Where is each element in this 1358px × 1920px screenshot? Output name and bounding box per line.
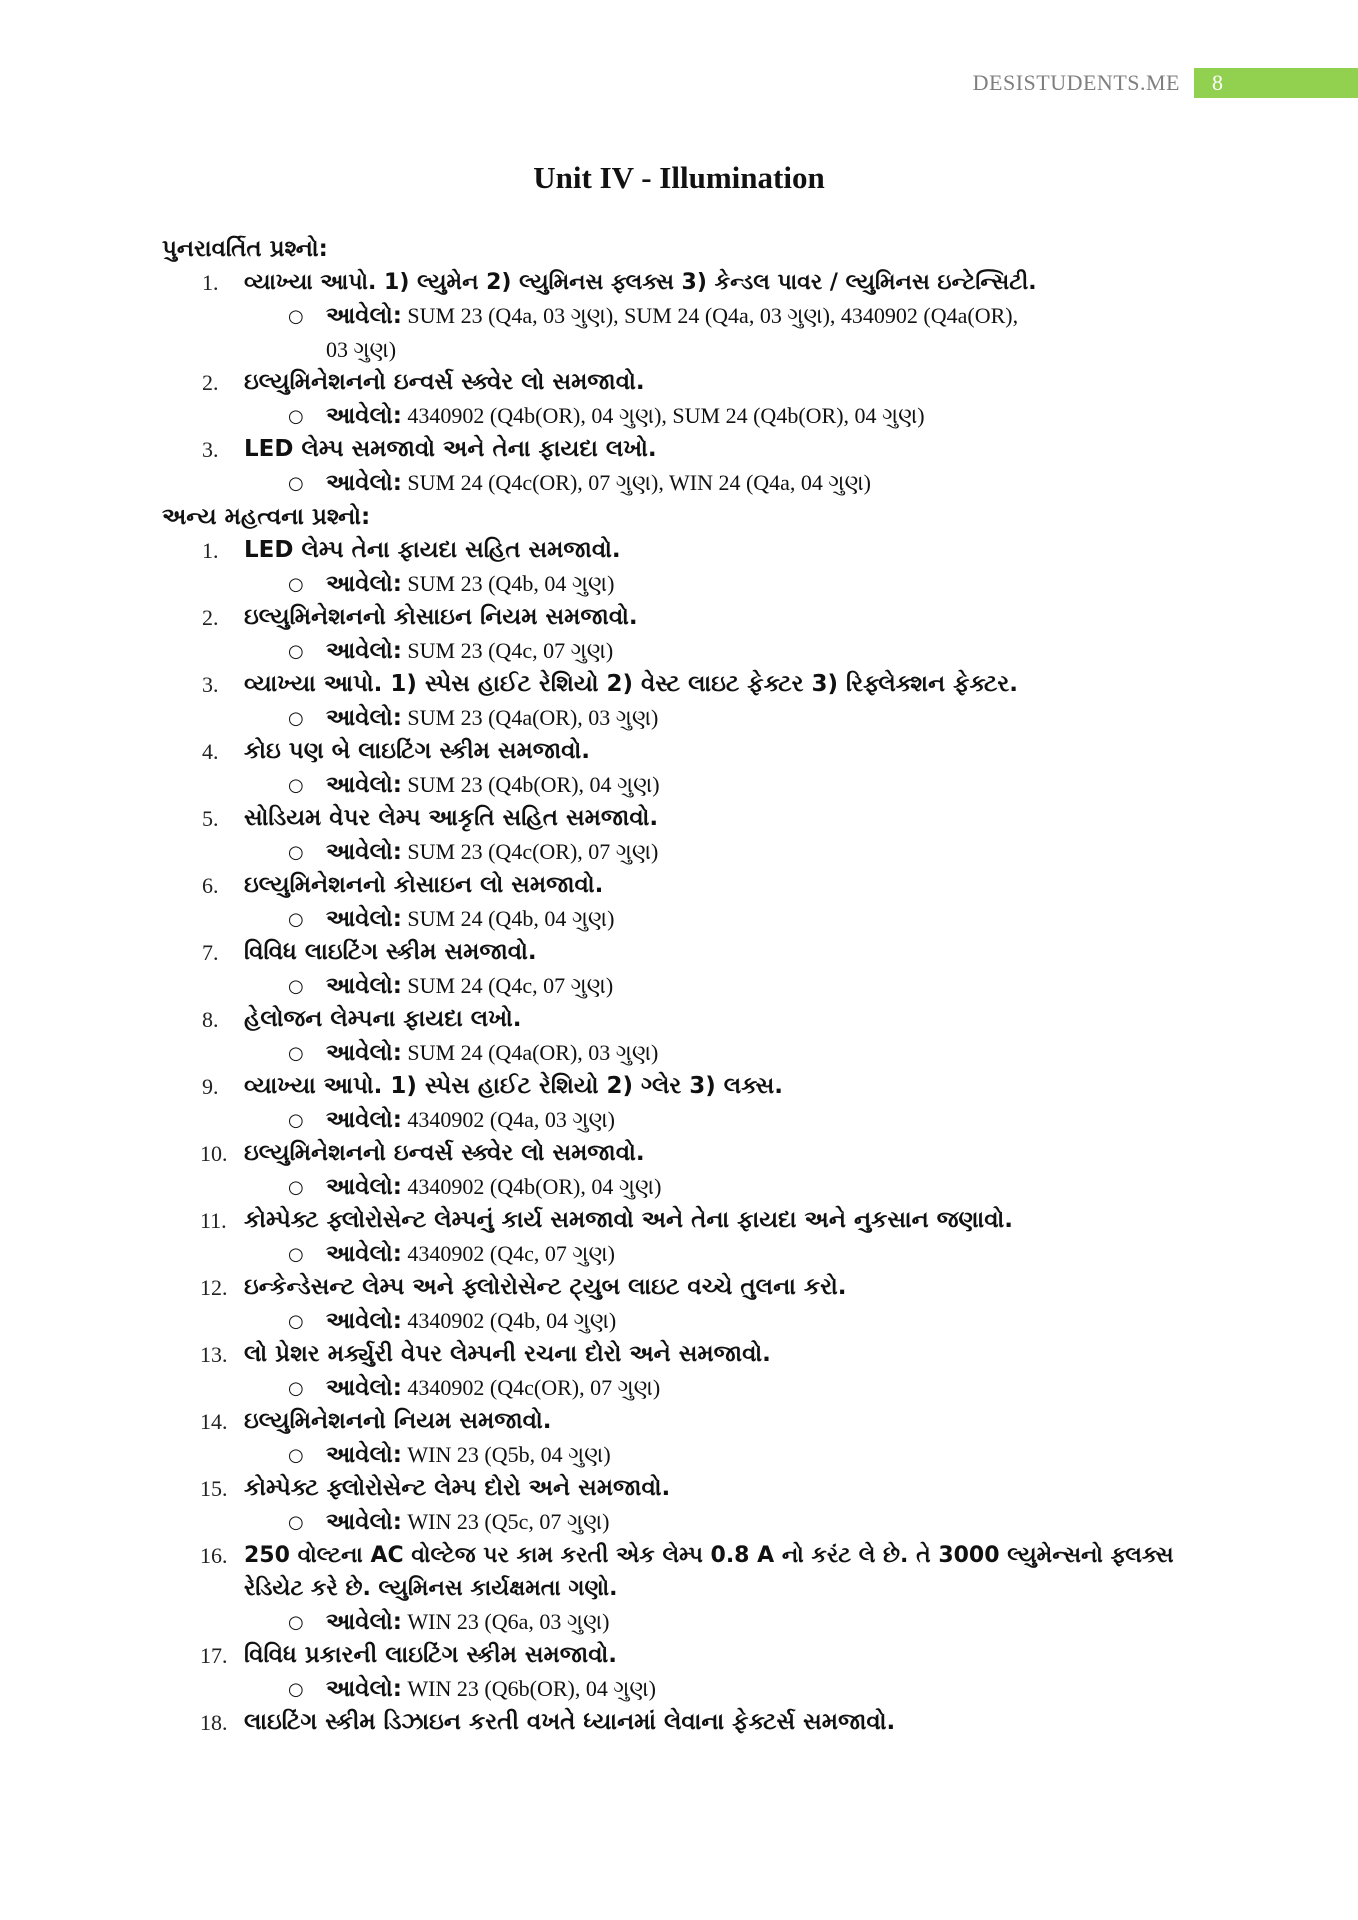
source-text: WIN 23 (Q6b(OR), 04 ગુણ) [407,1676,656,1701]
question-item [162,1137,1222,1170]
circle-bullet-icon: ○ [288,708,304,729]
question-source [162,835,1222,869]
question-item [162,1070,1222,1103]
question-text: લાઇટિંગ સ્કીમ ડિઝાઇન કરતી વખતે ધ્યાનમાં લેવાના ફેક્ટર્સ સમજાવો. [244,1709,896,1735]
question-item [162,601,1222,634]
question-text: ઇલ્યુમિનેશનનો ઇન્વર્સ સ્ક્વેર લો સમજાવો. [244,369,645,395]
source-label: આવેલો: [326,1676,402,1702]
circle-bullet-icon: ○ [288,574,304,595]
source-label: આવેલો: [326,772,402,798]
question-text: વિવિધ લાઇટિંગ સ્કીમ સમજાવો. [244,939,537,965]
question-text: લો પ્રેશર મર્ક્યુરી વેપર લેમ્પની રચના દોરો અને સમજાવો. [244,1341,771,1367]
question-text: ઇલ્યુમિનેશનનો નિયમ સમજાવો. [244,1408,552,1434]
question-source [162,1672,1222,1706]
source-label: આવેલો: [326,705,402,731]
question-source [162,1170,1222,1204]
source-text: SUM 23 (Q4a(OR), 03 ગુણ) [407,705,659,730]
question-text: વ્યાખ્યા આપો. 1) સ્પેસ હાઈટ રેશિયો 2) ગ્લેર 3) લક્સ. [244,1073,784,1099]
question-item [162,266,1222,299]
question-source [162,1605,1222,1639]
circle-bullet-icon: ○ [288,1110,304,1131]
source-text: SUM 23 (Q4b(OR), 04 ગુણ) [407,772,660,797]
source-label: આવેલો: [326,1442,402,1468]
question-text: વ્યાખ્યા આપો. 1) લ્યુમેન 2) લ્યુમિનસ ફ્લક્સ 3) કેન્ડલ પાવર / લ્યુમિનસ ઇન્ટેન્સિટી. [244,270,1037,295]
question-number: 14. [200,1409,228,1434]
question-source [162,567,1222,601]
question-item [162,1338,1222,1371]
question-source [162,1371,1222,1405]
circle-bullet-icon: ○ [288,406,304,427]
source-label: આવેલો: [326,1308,402,1334]
question-text: કોમ્પેક્ટ ફ્લોરોસેન્ટ લેમ્પ દોરો અને સમજાવો. [244,1475,671,1501]
question-source [162,701,1222,735]
source-text: SUM 24 (Q4c(OR), 07 ગુણ), WIN 24 (Q4a, 04 ગુણ) [407,470,871,495]
circle-bullet-icon: ○ [288,1512,304,1533]
question-number: 13. [200,1342,228,1367]
question-item [162,1003,1222,1036]
circle-bullet-icon: ○ [288,306,304,327]
question-number: 17. [200,1643,228,1668]
site-name: DESISTUDENTS.ME [972,70,1180,95]
question-item [162,1271,1222,1304]
question-source [162,1103,1222,1137]
question-source [162,1036,1222,1070]
source-text: SUM 23 (Q4c(OR), 07 ગુણ) [407,839,659,864]
circle-bullet-icon: ○ [288,1244,304,1265]
question-text: LED લેમ્પ તેના ફાયદા સહિત સમજાવો. [244,537,621,563]
source-label: આવેલો: [326,403,402,429]
question-number: 10. [200,1141,228,1166]
source-text: 4340902 (Q4b, 04 ગુણ) [407,1308,617,1333]
question-item [162,1639,1222,1672]
source-text: SUM 24 (Q4a(OR), 03 ગુણ) [407,1040,659,1065]
source-label: આવેલો: [326,470,402,496]
question-number: 11. [200,1208,227,1233]
circle-bullet-icon: ○ [288,842,304,863]
circle-bullet-icon: ○ [288,1177,304,1198]
source-label: આવેલો: [326,1609,402,1635]
question-item [162,366,1222,399]
source-label: આવેલો: [326,1107,402,1133]
source-label: આવેલો: [326,906,402,932]
section-heading: પુનરાવર્તિત પ્રશ્નો: [162,236,328,262]
question-source [162,1304,1222,1338]
question-item [162,869,1222,902]
source-text: SUM 24 (Q4b, 04 ગુણ) [407,906,615,931]
question-text: LED લેમ્પ સમજાવો અને તેના ફાયદા લખો. [244,436,657,462]
circle-bullet-icon: ○ [288,1378,304,1399]
circle-bullet-icon: ○ [288,909,304,930]
source-text: SUM 23 (Q4c, 07 ગુણ) [407,638,614,663]
question-text: કોઇ પણ બે લાઇટિંગ સ્કીમ સમજાવો. [244,738,591,764]
question-item [162,1405,1222,1438]
question-number: 7. [202,940,219,965]
question-number: 2. [202,370,219,395]
question-number: 18. [200,1710,228,1735]
question-number: 4. [202,739,219,764]
question-text: હેલોજન લેમ્પના ફાયદા લખો. [244,1006,522,1032]
question-text: વ્યાખ્યા આપો. 1) સ્પેસ હાઈટ રેશિયો 2) વેસ્ટ લાઇટ ફેક્ટર 3) રિફ્લેક્શન ફેક્ટર. [244,671,1019,697]
question-item [162,1706,1222,1739]
question-text: ઇન્કેન્ડેસન્ટ લેમ્પ અને ફ્લોરોસેન્ટ ટ્યુબ લાઇટ વચ્ચે તુલના કરો. [244,1274,847,1300]
question-number: 2. [202,605,219,630]
question-text: ઇલ્યુમિનેશનનો ઇન્વર્સ સ્ક્વેર લો સમજાવો. [244,1140,645,1166]
question-source [162,1505,1222,1539]
question-item [162,1472,1222,1505]
circle-bullet-icon: ○ [288,1445,304,1466]
content [162,232,1222,1739]
circle-bullet-icon: ○ [288,473,304,494]
source-text: WIN 23 (Q5c, 07 ગુણ) [407,1509,610,1534]
source-label: આવેલો: [326,638,402,664]
circle-bullet-icon: ○ [288,1043,304,1064]
question-number: 3. [202,672,219,697]
question-number: 12. [200,1275,228,1300]
source-text: WIN 23 (Q5b, 04 ગુણ) [407,1442,611,1467]
question-text: સોડિયમ વેપર લેમ્પ આકૃતિ સહિત સમજાવો. [244,805,659,831]
source-label: આવેલો: [326,303,402,329]
question-number: 6. [202,873,219,898]
source-label: આવેલો: [326,839,402,865]
source-text: SUM 23 (Q4a, 03 ગુણ), SUM 24 (Q4a, 03 ગુણ), 4340902 (Q4a(OR), 03 ગુણ) [326,303,1019,362]
circle-bullet-icon: ○ [288,976,304,997]
source-text: 4340902 (Q4b(OR), 04 ગુણ) [407,1174,662,1199]
page-number: 8 [1194,68,1358,98]
source-label: આવેલો: [326,1509,402,1535]
question-item [162,1539,1222,1605]
question-source [162,634,1222,668]
question-list [162,266,1222,500]
source-label: આવેલો: [326,973,402,999]
question-source [162,969,1222,1003]
circle-bullet-icon: ○ [288,1612,304,1633]
question-number: 1. [202,538,219,563]
question-item [162,433,1222,466]
question-text: કોમ્પેક્ટ ફ્લોરોસેન્ટ લેમ્પનું કાર્ય સમજાવો અને તેના ફાયદા અને નુકસાન જણાવો. [244,1207,1014,1233]
question-source [162,1237,1222,1271]
question-number: 9. [202,1074,219,1099]
question-source [162,1438,1222,1472]
question-item [162,936,1222,969]
question-text: વિવિધ પ્રકારની લાઇટિંગ સ્કીમ સમજાવો. [244,1642,618,1668]
source-label: આવેલો: [326,1174,402,1200]
question-source [162,399,1222,433]
source-text: SUM 24 (Q4c, 07 ગુણ) [407,973,614,998]
source-text: 4340902 (Q4c(OR), 07 ગુણ) [407,1375,661,1400]
question-number: 16. [200,1543,228,1568]
page-header [973,68,1358,98]
question-list [162,534,1222,1739]
source-text: WIN 23 (Q6a, 03 ગુણ) [407,1609,610,1634]
source-text: 4340902 (Q4a, 03 ગુણ) [407,1107,615,1132]
source-label: આવેલો: [326,1241,402,1267]
question-number: 1. [202,270,219,295]
circle-bullet-icon: ○ [288,641,304,662]
question-item [162,735,1222,768]
source-text: 4340902 (Q4b(OR), 04 ગુણ), SUM 24 (Q4b(OR), 04 ગુણ) [407,403,925,428]
question-number: 5. [202,806,219,831]
circle-bullet-icon: ○ [288,775,304,796]
page-title: Unit IV - Illumination [533,160,825,195]
source-label: આવેલો: [326,1040,402,1066]
question-source [162,299,1222,366]
question-number: 8. [202,1007,219,1032]
source-text: 4340902 (Q4c, 07 ગુણ) [407,1241,615,1266]
circle-bullet-icon: ○ [288,1311,304,1332]
question-item [162,802,1222,835]
source-text: SUM 23 (Q4b, 04 ગુણ) [407,571,615,596]
question-sections [162,232,1222,1739]
source-label: આવેલો: [326,1375,402,1401]
question-source [162,768,1222,802]
question-number: 15. [200,1476,228,1501]
question-number: 3. [202,437,219,462]
question-text: ઇલ્યુમિનેશનનો કોસાઇન લો સમજાવો. [244,872,604,898]
circle-bullet-icon: ○ [288,1679,304,1700]
question-item [162,668,1222,701]
source-label: આવેલો: [326,571,402,597]
question-item [162,534,1222,567]
question-text: 250 વોલ્ટના AC વોલ્ટેજ પર કામ કરતી એક લેમ્પ 0.8 A નો કરંટ લે છે. તે 3000 લ્યુમેન્સનો ફ્લક્સ રેડિયેટ કરે છે. લ્યુમિનસ કાર્યક્ષમતા ગણો. [244,1543,1174,1601]
question-source [162,466,1222,500]
question-source [162,902,1222,936]
question-item [162,1204,1222,1237]
question-text: ઇલ્યુમિનેશનનો કોસાઇન નિયમ સમજાવો. [244,604,638,630]
section-heading: અન્ય મહત્વના પ્રશ્નો: [162,504,371,530]
